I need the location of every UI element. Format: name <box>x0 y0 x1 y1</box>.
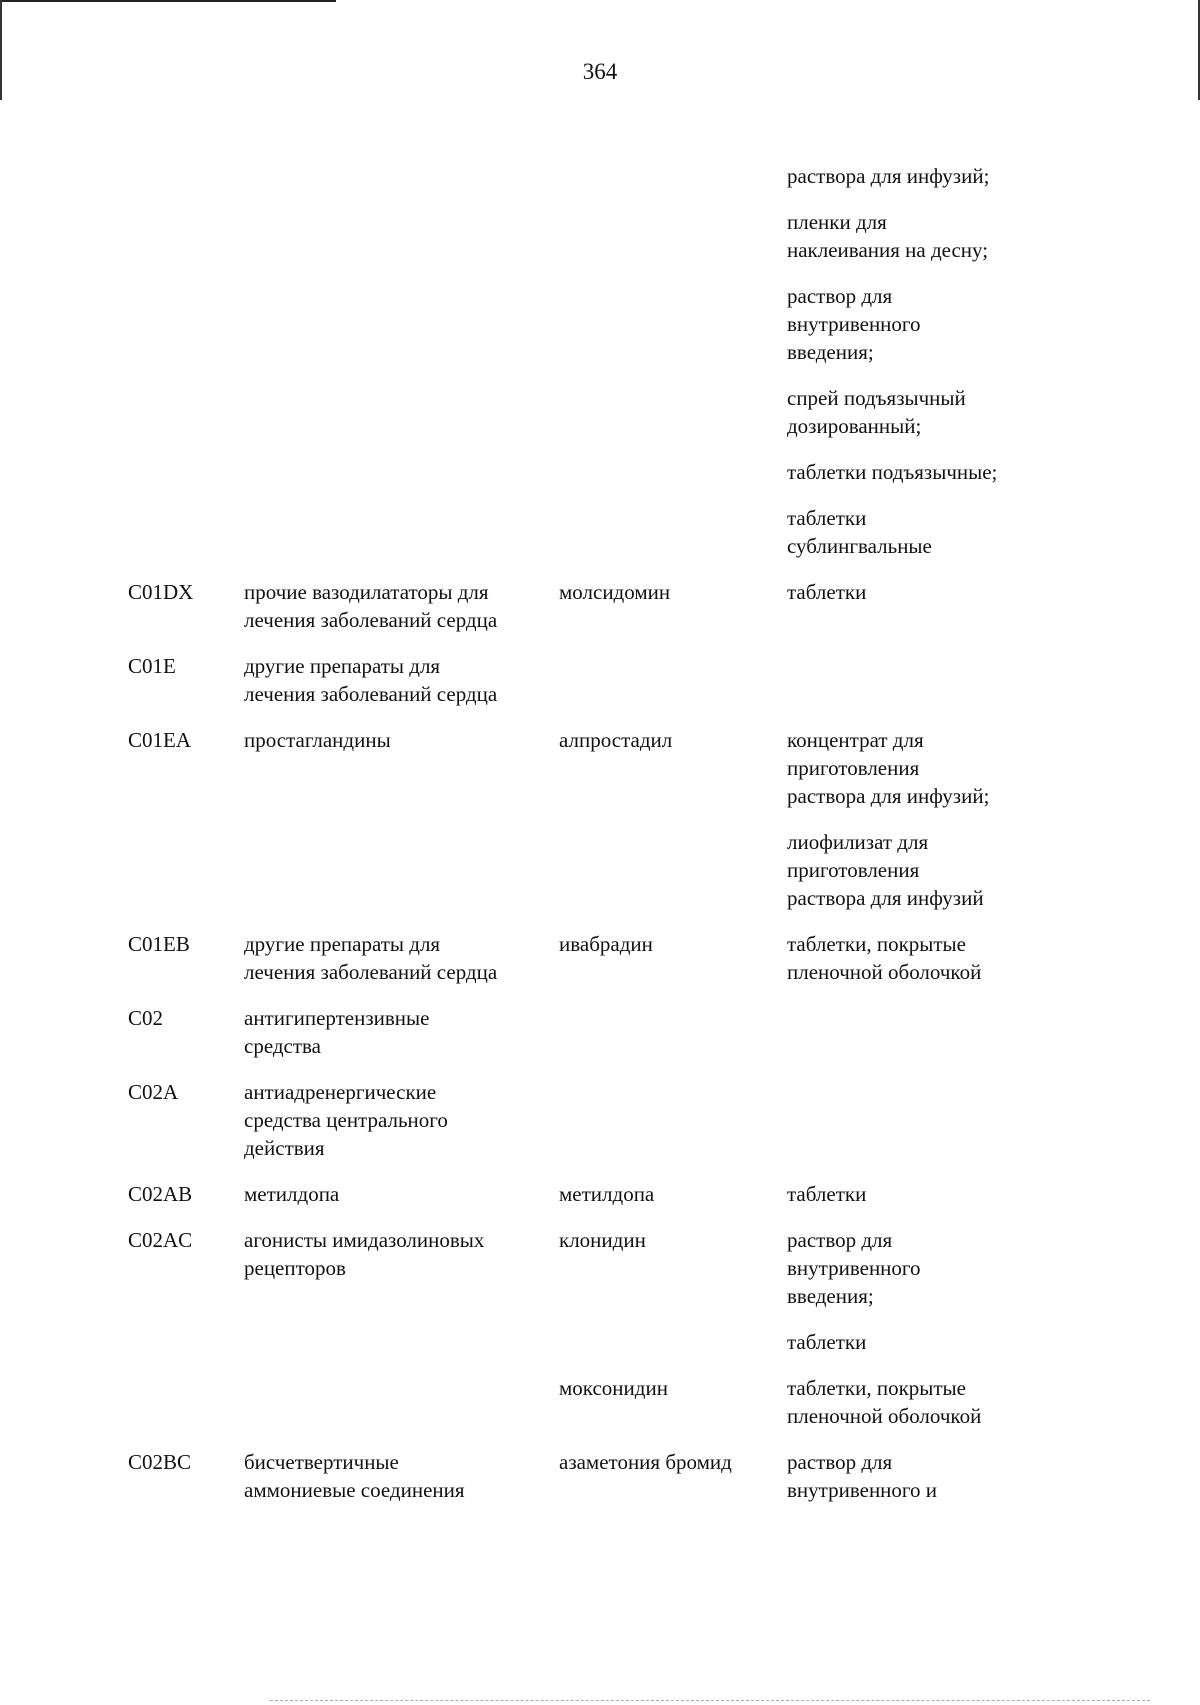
dosage-form-item <box>787 1226 1047 1310</box>
drug-line: молсидомин <box>559 580 671 604</box>
group-line: прочие вазодилататоры для <box>244 580 489 604</box>
atc-code: C02AB <box>128 1182 193 1206</box>
dosage-form-item <box>787 1374 1047 1430</box>
group-line: другие препараты для <box>244 654 441 678</box>
pharmacological-group <box>244 1180 559 1208</box>
dosage-form-line: таблетки <box>787 506 867 530</box>
dosage-form-line: наклеивания на десну; <box>787 238 989 262</box>
dosage-form-line: раствора для инфузий; <box>787 164 990 188</box>
group-line: агонисты имидазолиновых <box>244 1228 485 1252</box>
group-line: средства <box>244 1034 322 1058</box>
page-number: 364 <box>582 59 618 84</box>
group-line: лечения заболеваний сердца <box>244 960 498 984</box>
group-line: рецепторов <box>244 1256 346 1280</box>
drug-line: азаметония бромид <box>559 1450 732 1474</box>
pharmacological-group <box>244 1226 559 1282</box>
dosage-form-line: раствор для <box>787 1228 893 1252</box>
table-row <box>128 726 1148 912</box>
dosage-form-item <box>787 930 1047 986</box>
dosage-forms <box>787 930 1047 986</box>
dosage-form-line: приготовления <box>787 756 920 780</box>
dosage-form-line: раствора для инфузий; <box>787 784 990 808</box>
dosage-form-line: пленочной оболочкой <box>787 1404 982 1428</box>
group-line: антиадренергические <box>244 1080 437 1104</box>
dosage-form-item <box>787 828 1047 912</box>
table-row <box>128 1226 1148 1356</box>
dosage-form-item <box>787 726 1047 810</box>
dosage-form-line: лиофилизат для <box>787 830 929 854</box>
dosage-form-item <box>787 384 1047 440</box>
drug-name <box>559 578 787 606</box>
group-line: бисчетвертичные <box>244 1450 399 1474</box>
table-row <box>128 1180 1148 1208</box>
drug-name <box>559 1226 787 1254</box>
group-line: простагландины <box>244 728 391 752</box>
dosage-form-line: пленочной оболочкой <box>787 960 982 984</box>
pharmacological-group <box>244 1448 559 1504</box>
dosage-form-line: таблетки подъязычные; <box>787 460 998 484</box>
dosage-form-line: концентрат для <box>787 728 924 752</box>
dosage-forms <box>787 1374 1047 1430</box>
dosage-form-line: приготовления <box>787 858 920 882</box>
atc-code: C01EB <box>128 932 190 956</box>
dosage-forms <box>787 578 1047 606</box>
atc-code: C02 <box>128 1006 164 1030</box>
drug-line: метилдопа <box>559 1182 655 1206</box>
group-line: аммониевые соединения <box>244 1478 465 1502</box>
dosage-forms <box>787 1180 1047 1208</box>
table-row <box>128 1078 1148 1162</box>
dosage-form-line: таблетки <box>787 1182 867 1206</box>
dosage-form-line: пленки для <box>787 210 887 234</box>
dosage-form-line: раствор для <box>787 1450 893 1474</box>
dosage-form-line: введения; <box>787 1284 874 1308</box>
atc-code: C02A <box>128 1080 179 1104</box>
group-line: лечения заболеваний сердца <box>244 682 498 706</box>
group-line: метилдопа <box>244 1182 340 1206</box>
dosage-form-item <box>787 1448 1047 1504</box>
table-row <box>128 1374 1148 1430</box>
dosage-form-line: внутривенного <box>787 312 921 336</box>
top-rule <box>0 0 336 2</box>
dosage-form-line: таблетки, покрытые <box>787 1376 966 1400</box>
group-line: другие препараты для <box>244 932 441 956</box>
dosage-form-item <box>787 282 1047 366</box>
dosage-form-line: спрей подъязычный <box>787 386 966 410</box>
pharmacological-group <box>244 1078 559 1162</box>
atc-code: C01DX <box>128 580 194 604</box>
dosage-forms <box>787 1448 1047 1504</box>
drug-name <box>559 1448 787 1476</box>
dosage-form-line: раствор для <box>787 284 893 308</box>
pharmacological-group <box>244 578 559 634</box>
dosage-form-line: внутривенного <box>787 1256 921 1280</box>
dosage-form-line: таблетки <box>787 580 867 604</box>
pharmacological-group <box>244 930 559 986</box>
dosage-forms <box>787 726 1047 912</box>
drug-line: ивабрадин <box>559 932 653 956</box>
group-line: лечения заболеваний сердца <box>244 608 498 632</box>
group-line: средства центрального <box>244 1108 448 1132</box>
table-row <box>128 1004 1148 1060</box>
table-row <box>128 1448 1148 1504</box>
pharmacological-group <box>244 652 559 708</box>
group-line: действия <box>244 1136 325 1160</box>
table-row <box>128 162 1148 560</box>
drug-table <box>128 162 1148 1522</box>
table-row <box>128 930 1148 986</box>
atc-code: C02AC <box>128 1228 193 1252</box>
dosage-form-item <box>787 1180 1047 1208</box>
dosage-form-item <box>787 162 1047 190</box>
drug-name <box>559 726 787 754</box>
dosage-form-item <box>787 1328 1047 1356</box>
dosage-form-line: сублингвальные <box>787 534 932 558</box>
drug-name <box>559 930 787 958</box>
drug-name <box>559 1180 787 1208</box>
dosage-form-line: введения; <box>787 340 874 364</box>
pharmacological-group <box>244 1004 559 1060</box>
atc-code: C02BC <box>128 1450 192 1474</box>
pharmacological-group <box>244 726 559 754</box>
table-row <box>128 578 1148 634</box>
dosage-forms <box>787 162 1047 560</box>
drug-line: алпростадил <box>559 728 673 752</box>
table-row <box>128 652 1148 708</box>
dosage-form-item <box>787 504 1047 560</box>
bottom-rule <box>270 1700 1150 1702</box>
dosage-form-line: внутривенного и <box>787 1478 937 1502</box>
dosage-form-item <box>787 578 1047 606</box>
drug-name <box>559 1374 787 1402</box>
dosage-forms <box>787 1226 1047 1356</box>
dosage-form-item <box>787 208 1047 264</box>
atc-code: C01EA <box>128 728 191 752</box>
group-line: антигипертензивные <box>244 1006 430 1030</box>
dosage-form-item <box>787 458 1047 486</box>
drug-line: моксонидин <box>559 1376 668 1400</box>
dosage-form-line: таблетки, покрытые <box>787 932 966 956</box>
dosage-form-line: дозированный; <box>787 414 922 438</box>
dosage-form-line: таблетки <box>787 1330 867 1354</box>
drug-line: клонидин <box>559 1228 646 1252</box>
atc-code: C01E <box>128 654 176 678</box>
dosage-form-line: раствора для инфузий <box>787 886 984 910</box>
